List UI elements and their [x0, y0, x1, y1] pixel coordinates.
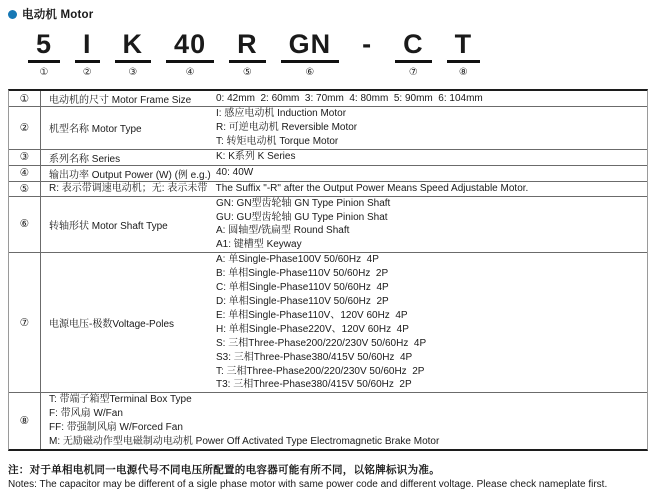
row-value-line: GU: GU型齿轮轴 GU Type Pinion Shat [216, 211, 388, 223]
model-segment [395, 29, 432, 79]
row-value-line: FF: 带强制风扇 W/Forced Fan [49, 422, 183, 434]
row-label: 转轴形状 Motor Shaft Type [49, 220, 168, 232]
row-label: 系列名称 Series [49, 153, 121, 165]
model-segment-text: K [115, 29, 152, 63]
table-row [9, 166, 647, 182]
model-segment-circle-number [366, 63, 369, 76]
model-segment [354, 29, 380, 76]
note-en: Notes: The capacitor may be different of a sigle phase motor with same power code and different voltage. Please check nameplate first. [8, 478, 608, 490]
row-value-line: K: K系列 K Series [216, 151, 296, 163]
row-value-line: T: 转矩电动机 Torque Motor [216, 135, 339, 147]
row-values [213, 166, 647, 181]
model-segment-text: T [447, 29, 481, 63]
model-segment-text: I [75, 29, 100, 63]
table-row [9, 197, 647, 254]
row-value-line: GN: GN型齿轮轴 GN Type Pinion Shaft [216, 197, 391, 209]
row-value-line: M: 无励磁动作型电磁制动电动机 Power Off Activated Type Electromagnetic Brake Motor [49, 436, 440, 448]
row-values [213, 197, 647, 253]
row-values [213, 107, 647, 149]
table-row [9, 182, 647, 197]
model-segment-circle-number: ⑥ [305, 67, 315, 78]
model-segment [281, 29, 340, 79]
row-circle-number: ⑤ [9, 182, 41, 196]
row-value-line: A: 圆轴型/铣扁型 Round Shaft [216, 225, 350, 237]
table-row [9, 91, 647, 107]
row-value-line: 0: 42mm 2: 60mm 3: 70mm 4: 80mm 5: 90mm 6: 104mm [216, 92, 483, 104]
model-segment-circle-number: ③ [128, 67, 138, 78]
row-value-line: T3: 三相Three-Phase380/415V 50/60Hz 2P [216, 379, 412, 391]
row-value-line: E: 单相Single-Phase110V、120V 60Hz 4P [216, 309, 408, 321]
model-segment-text: C [395, 29, 432, 63]
section-title: 电动机 Motor [22, 9, 94, 21]
row-value-line: A1: 键槽型 Keyway [216, 239, 302, 251]
model-segment [28, 29, 60, 79]
row-value-line: S: 三相Three-Phase200/220/230V 50/60Hz 4P [216, 337, 427, 349]
model-segment-text: R [229, 29, 266, 63]
model-segment-circle-number: ④ [185, 67, 195, 78]
bullet-dot-icon [8, 10, 17, 19]
row-values [41, 182, 647, 196]
section-header [8, 5, 648, 23]
model-segment-circle-number: ⑧ [458, 67, 468, 78]
model-segment-circle-number: ⑦ [408, 67, 418, 78]
footnotes [8, 463, 648, 492]
model-segment [115, 29, 152, 79]
row-label: 输出功率 Output Power (W) (例 e.g.) [49, 169, 211, 181]
model-segment [447, 29, 481, 79]
table-row [9, 107, 647, 150]
row-value-line: R: 可逆电动机 Reversible Motor [216, 121, 358, 133]
row-value-line: F: 带风扇 W/Fan [49, 408, 123, 420]
model-segment [166, 29, 214, 79]
table-row [9, 150, 647, 166]
row-value-line: A: 单Single-Phase100V 50/60Hz 4P [216, 254, 379, 266]
row-label: 机型名称 Motor Type [49, 124, 142, 136]
row-values [213, 91, 647, 106]
table-row [9, 253, 647, 393]
row-circle-number: ② [9, 107, 41, 149]
row-value-line: D: 单相Single-Phase110V 50/60Hz 2P [216, 295, 389, 307]
table-row [9, 393, 647, 449]
model-segment-text: GN [281, 29, 340, 63]
model-segment [75, 29, 100, 79]
row-circle-number: ⑥ [9, 197, 41, 253]
row-label: 电动机的尺寸 Motor Frame Size [49, 95, 192, 106]
note-zh: 注：对于单相电机同一电源代号不同电压所配置的电容器可能有所不同，以铭牌标识为准。 [8, 463, 440, 476]
code-table [8, 89, 648, 451]
row-value-line: 40: 40W [216, 167, 254, 179]
model-number [28, 29, 648, 81]
model-segment-text: 5 [28, 29, 60, 63]
row-value-line: S3: 三相Three-Phase380/415V 50/60Hz 4P [216, 351, 413, 363]
row-value-line: T: 带端子箱型Terminal Box Type [49, 394, 192, 406]
model-segment [229, 29, 266, 79]
row-circle-number: ③ [9, 150, 41, 165]
model-segment-text: 40 [166, 29, 214, 63]
row-circle-number: ⑦ [9, 253, 41, 392]
row-value-line: I: 感应电动机 Induction Motor [216, 108, 347, 119]
row-circle-number: ④ [9, 166, 41, 181]
row-circle-number: ⑧ [9, 393, 41, 449]
model-segment-circle-number: ① [39, 67, 49, 78]
model-segment-circle-number: ② [82, 67, 92, 78]
row-value-line: T: 三相Three-Phase200/220/230V 50/60Hz 2P [216, 365, 425, 377]
model-segment-circle-number: ⑤ [242, 67, 252, 78]
row-values [213, 150, 647, 165]
row-circle-number: ① [9, 91, 41, 106]
row-value-line: H: 单相Single-Phase220V、120V 60Hz 4P [216, 323, 409, 335]
row-values [213, 253, 647, 392]
row-value-line: C: 单相Single-Phase110V 50/60Hz 4P [216, 282, 389, 294]
row-values [41, 393, 647, 449]
row-value-line: B: 单相Single-Phase110V 50/60Hz 2P [216, 268, 389, 280]
row-label: 电源电压-极数Voltage-Poles [49, 319, 175, 331]
row-value-line: R: 表示带调速电动机；无: 表示未带 The Suffix "-R" after the Output Power Means Speed Adjustable Motor. [49, 182, 529, 194]
model-segment-text: - [362, 29, 373, 59]
